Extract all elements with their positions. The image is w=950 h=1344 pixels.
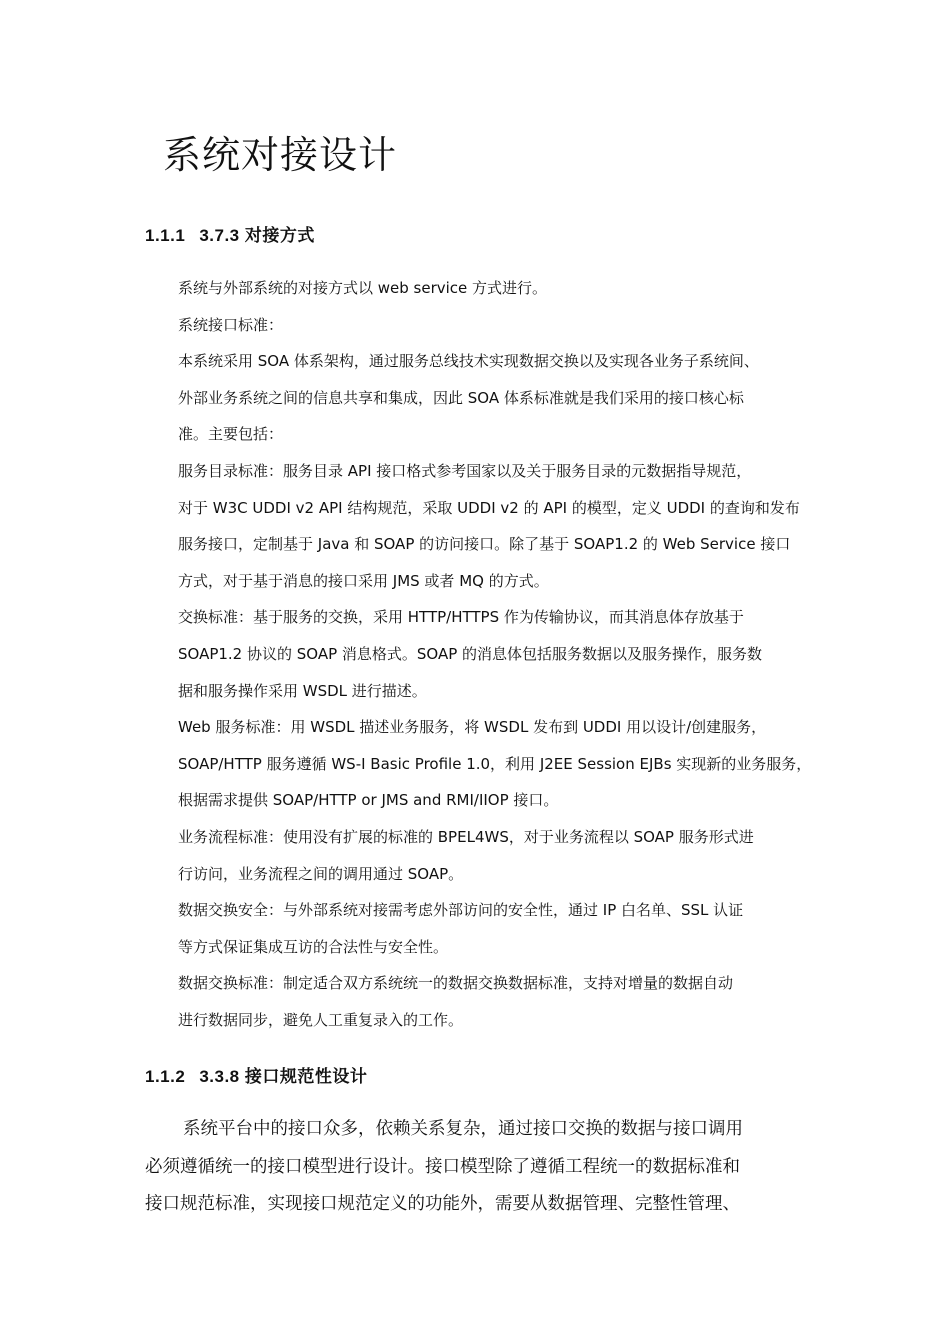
- paragraph-line: Web 服务标准：用 WSDL 描述业务服务，将 WSDL 发布到 UDDI 用以设计/创建服务，: [178, 718, 767, 737]
- paragraph-line: 对于 W3C UDDI v2 API 结构规范，采取 UDDI v2 的 API 的模型，定义 UDDI 的查询和发布: [178, 498, 800, 517]
- section-number: 1.1.2: [145, 1067, 186, 1086]
- paragraph-line: SOAP1.2 协议的 SOAP 消息格式。SOAP 的消息体包括服务数据以及服务操作，服务数: [178, 644, 763, 663]
- paragraph-line: 方式，对于基于消息的接口采用 JMS 或者 MQ 的方式。: [178, 571, 549, 590]
- paragraph-line: 系统平台中的接口众多，依赖关系复杂，通过接口交换的数据与接口调用: [183, 1119, 743, 1139]
- paragraph-line: 服务接口，定制基于 Java 和 SOAP 的访问接口。除了基于 SOAP1.2 的 Web Service 接口: [178, 535, 791, 554]
- paragraph-line: 数据交换标准：制定适合双方系统统一的数据交换数据标准，支持对增量的数据自动: [178, 974, 734, 993]
- paragraph-line: 服务目录标准：服务目录 API 接口格式参考国家以及关于服务目录的元数据指导规范，: [178, 461, 752, 480]
- paragraph-line: 根据需求提供 SOAP/HTTP or JMS and RMI/IIOP 接口。: [178, 791, 559, 810]
- paragraph-line: 进行数据同步，避免人工重复录入的工作。: [178, 1010, 464, 1029]
- paragraph-line: 数据交换安全：与外部系统对接需考虑外部访问的安全性，通过 IP 白名单、SSL 认证: [178, 901, 744, 920]
- paragraph-line: 准。主要包括：: [178, 425, 284, 444]
- section-heading-1-1-2: [145, 1062, 367, 1087]
- section-number: 1.1.1: [145, 226, 186, 245]
- section-title: 3.3.8 接口规范性设计: [199, 1067, 368, 1086]
- section-heading-1-1-1: [145, 221, 315, 246]
- paragraph-line: 必须遵循统一的接口模型进行设计。接口模型除了遵循工程统一的数据标准和: [145, 1156, 740, 1177]
- paragraph-line: 系统接口标准：: [178, 315, 284, 334]
- paragraph-line: 系统与外部系统的对接方式以 web service 方式进行。: [178, 279, 548, 297]
- paragraph-line: SOAP/HTTP 服务遵循 WS-I Basic Profile 1.0，利用 J2EE Session EJBs 实现新的业务服务，: [178, 754, 812, 773]
- paragraph-line: 接口规范标准，实现接口规范定义的功能外，需要从数据管理、完整性管理、: [145, 1194, 740, 1214]
- document-title: 系统对接设计: [163, 133, 398, 177]
- paragraph-line: 等方式保证集成互访的合法性与安全性。: [178, 937, 449, 956]
- paragraph-line: 交换标准：基于服务的交换，采用 HTTP/HTTPS 作为传输协议，而其消息体存放基于: [178, 608, 744, 627]
- paragraph-line: 本系统采用 SOA 体系架构，通过服务总线技术实现数据交换以及实现各业务子系统间、: [178, 352, 759, 371]
- section-title: 3.7.3 对接方式: [199, 226, 315, 245]
- paragraph-line: 业务流程标准：使用没有扩展的标准的 BPEL4WS，对于业务流程以 SOAP 服务形式进: [178, 827, 754, 846]
- paragraph-line: 行访问，业务流程之间的调用通过 SOAP。: [178, 864, 464, 883]
- section-2-body: [145, 1116, 825, 1229]
- section-1-body: [178, 276, 818, 1044]
- paragraph-line: 外部业务系统之间的信息共享和集成，因此 SOA 体系标准就是我们采用的接口核心标: [178, 388, 744, 407]
- paragraph-line: 据和服务操作采用 WSDL 进行描述。: [178, 681, 427, 700]
